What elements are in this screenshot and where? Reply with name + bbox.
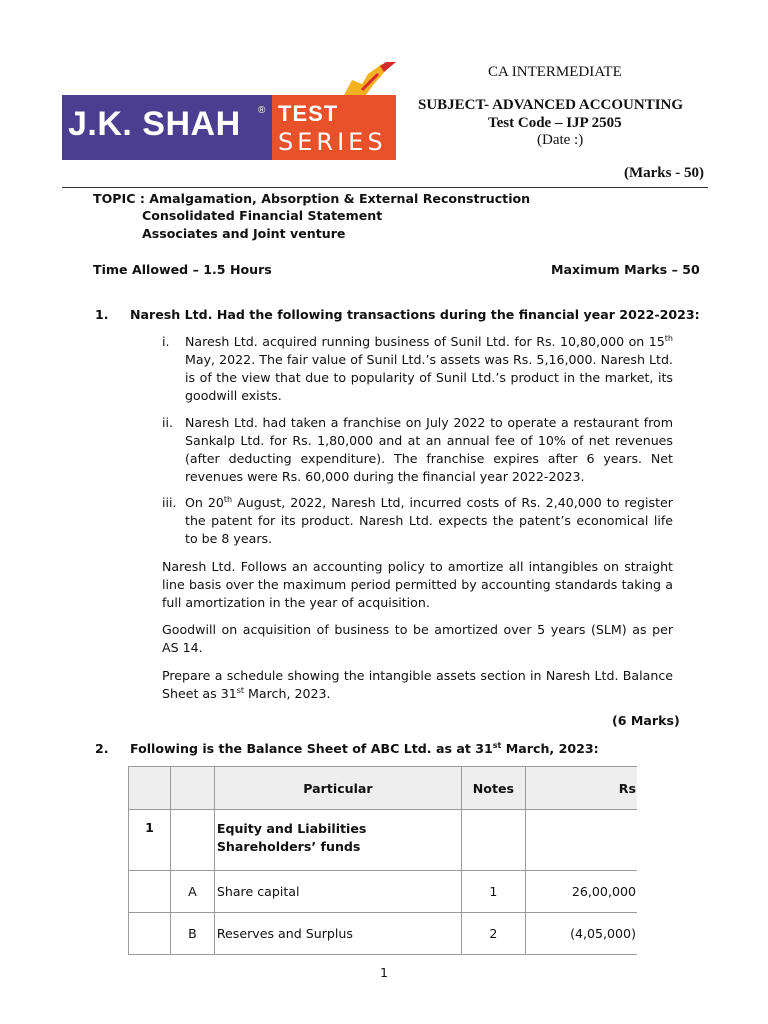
q1-goodwill-paragraph: Goodwill on acquisition of business to be amortized over 5 years (SLM) as per AS 14.: [162, 622, 673, 655]
table-cell: [129, 913, 171, 955]
logo-registered-mark: ®: [258, 105, 266, 116]
logo-brand-block: [62, 95, 272, 160]
subject-title: SUBJECT- ADVANCED ACCOUNTING: [418, 97, 684, 113]
header-marks: (Marks - 50): [624, 165, 704, 181]
table-header-cell: [129, 767, 171, 810]
table-header-rs: Rs: [525, 767, 637, 810]
maximum-marks: Maximum Marks – 50: [551, 262, 700, 277]
table-header-row: [129, 767, 638, 810]
time-allowed: Time Allowed – 1.5 Hours: [93, 262, 272, 277]
q2-heading: Following is the Balance Sheet of ABC Ltd. as at 31st March, 2023:: [130, 740, 599, 756]
logo-test-text: TEST: [278, 101, 339, 126]
q1-heading: Naresh Ltd. Had the following transactions during the financial year 2022-2023:: [130, 307, 700, 322]
table-cell: 1: [462, 871, 526, 913]
q1-item-2-text: Naresh Ltd. had taken a franchise on July 2022 to operate a restaurant from Sankalp Ltd. for Rs. 1,80,000 and at an annual fee of 10% of net revenues (after deducting expenditure). The franchise expires after 6 years. Net revenues were Rs. 60,000 during the financial year 2022-2023.: [185, 415, 673, 484]
q1-prepare-paragraph: Prepare a schedule showing the intangible assets section in Naresh Ltd. Balance Sheet as 31st March, 2023.: [162, 668, 673, 701]
q1-item-3-number: iii.: [162, 495, 177, 510]
table-row: [129, 871, 638, 913]
table-cell: 2: [462, 913, 526, 955]
test-code: Test Code – IJP 2505: [488, 115, 622, 131]
table-cell: Share capital: [214, 871, 461, 913]
table-cell: [462, 810, 526, 871]
table-row: [129, 810, 638, 871]
table-cell: (4,05,000): [525, 913, 637, 955]
course-title: CA INTERMEDIATE: [488, 64, 622, 80]
topic-line-2: Consolidated Financial Statement: [142, 208, 383, 223]
table-cell: [129, 871, 171, 913]
table-cell: [525, 810, 637, 871]
q1-item-2-number: ii.: [162, 415, 174, 430]
q1-item-3-text: On 20th August, 2022, Naresh Ltd, incurred costs of Rs. 2,40,000 to register the patent for its product. Naresh Ltd. expects the patent’s economical life to be 8 years.: [185, 494, 673, 546]
table-cell: [170, 810, 214, 871]
table-cell: 1: [129, 810, 171, 871]
topic-line-1: TOPIC : Amalgamation, Absorption & External Reconstruction: [93, 191, 531, 206]
balance-sheet-table: [128, 766, 637, 955]
table-cell: 26,00,000: [525, 871, 637, 913]
q1-policy-paragraph: Naresh Ltd. Follows an accounting policy to amortize all intangibles on straight line basis over the maximum period permitted by accounting standards taking a full amortization in the year of acquisition.: [162, 559, 673, 610]
topic-line-3: Associates and Joint venture: [142, 226, 346, 241]
table-cell: Equity and Liabilities Shareholders’ funds: [214, 810, 461, 871]
logo-pen-icon: [62, 62, 396, 95]
q1-number: 1.: [95, 307, 109, 322]
logo-series-text: SERIES: [278, 128, 387, 156]
header-divider: [62, 187, 708, 188]
table-header-notes: Notes: [462, 767, 526, 810]
page-number: 1: [380, 965, 389, 980]
table-cell: A: [170, 871, 214, 913]
balance-sheet-table-wrapper: [128, 766, 637, 956]
logo-test-series-block: [272, 95, 396, 160]
logo-brand-text: J.K. SHAH: [68, 105, 241, 143]
q2-number: 2.: [95, 741, 109, 756]
q1-marks: (6 Marks): [612, 713, 680, 728]
q1-item-1-number: i.: [162, 334, 170, 349]
test-date: (Date :): [537, 132, 584, 148]
table-header-cell: [170, 767, 214, 810]
jk-shah-logo: [62, 95, 396, 160]
table-cell: B: [170, 913, 214, 955]
table-header-particular: Particular: [214, 767, 461, 810]
table-cell: Reserves and Surplus: [214, 913, 461, 955]
q1-item-1-text: Naresh Ltd. acquired running business of Sunil Ltd. for Rs. 10,80,000 on 15th May, 2022. The fair value of Sunil Ltd.’s assets was Rs. 5,16,000. Naresh Ltd. is of the view that due to popularity of Sunil Ltd.’s product in the market, its goodwill exists.: [185, 333, 673, 403]
table-row: [129, 913, 638, 955]
